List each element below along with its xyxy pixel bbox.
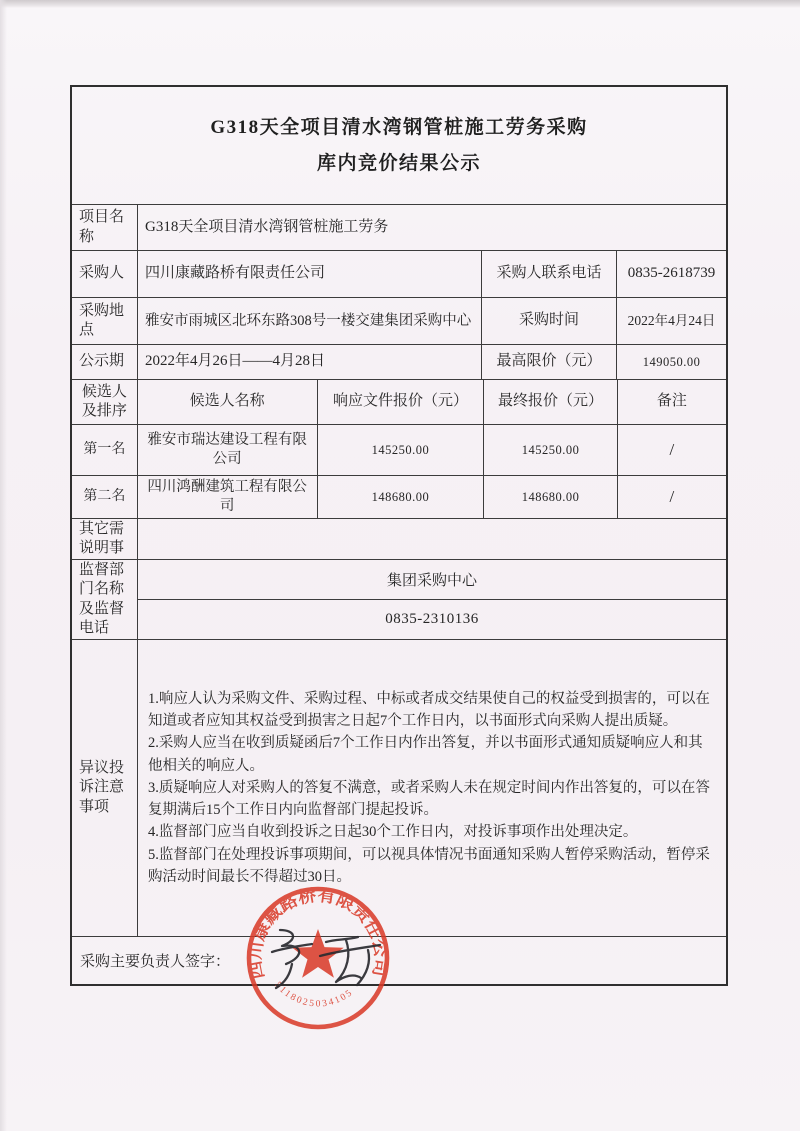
candidates-section-label: 候选人及排序: [81, 383, 127, 419]
objection-content: [137, 640, 726, 936]
candidate-2-rank: 第二名: [83, 488, 126, 504]
supervision-phone: 0835-2310136: [138, 599, 726, 639]
candidate-row-1: [72, 424, 726, 475]
purchaser-contact-label: 采购人联系电话: [481, 251, 616, 297]
signature-label: 采购主要负责人签字：: [80, 954, 231, 970]
project-name-value: G318天全项目清水湾钢管桩施工劳务: [137, 205, 726, 250]
supervision-label: 监督部门名称及监督电话: [79, 561, 125, 636]
row-publicity-period: [72, 344, 726, 379]
objection-item-2: 2.采购人应当在收到质疑函后7个工作日内作出答复，并以书面形式通知质疑响应人和其他相关的响应人。: [148, 735, 703, 774]
doc-price-header: 响应文件报价（元）: [317, 380, 484, 424]
objection-item-5: 5.监督部门在处理投诉事项期间，可以视具体情况书面通知采购人暂停采购活动，暂停采购活动时间最长不得超过30日。: [148, 846, 710, 886]
publicity-value: 2022年4月26日——4月28日: [137, 345, 481, 379]
seal-company-text: 四川康藏路桥有限责任公司: [245, 885, 391, 981]
purchaser-value: 四川康藏路桥有限责任公司: [137, 251, 481, 297]
page-title-line1: G318天全项目清水湾钢管桩施工劳务采购: [210, 117, 588, 139]
project-name-label: 项目名称: [79, 209, 125, 245]
row-project-name: [72, 204, 726, 250]
location-label: 采购地点: [79, 302, 125, 338]
candidate-2-doc-price: 148680.00: [317, 476, 484, 518]
location-value: 雅安市雨城区北环东路308号一楼交建集团采购中心: [137, 298, 481, 344]
row-objection: [72, 639, 726, 936]
remark-header: 备注: [617, 380, 726, 424]
candidate-2-final-price: 148680.00: [483, 476, 616, 518]
objection-item-3: 3.质疑响应人对采购人的答复不满意，或者采购人未在规定时间内作出答复的，可以在答复期满后15个工作日内向监督部门提起投诉。: [148, 779, 710, 819]
purchase-time-label: 采购时间: [481, 298, 616, 344]
page-title-line2: 库内竞价结果公示: [316, 152, 481, 174]
purchase-time-value: 2022年4月24日: [616, 298, 726, 344]
supervision-dept: 集团采购中心: [386, 573, 477, 589]
objection-item-1: 1.响应人认为采购文件、采购过程、中标或者成交结果使自己的权益受到损害的，可以在知道或者应知其权益受到损害之日起7个工作日内，以书面形式向采购人提出质疑。: [148, 690, 710, 729]
purchaser-contact-value: 0835-2618739: [616, 251, 726, 297]
purchaser-label: 采购人: [79, 265, 125, 282]
max-price-label: 最高限价（元）: [481, 345, 616, 379]
row-other-notes: [72, 518, 726, 559]
candidate-2-remark: /: [617, 476, 726, 518]
final-price-header: 最终报价（元）: [483, 380, 616, 424]
candidate-name-header: 候选人名称: [137, 380, 317, 424]
title-block: [72, 87, 726, 204]
result-announcement-table: [70, 85, 728, 986]
row-location: [72, 297, 726, 344]
objection-item-4: 4.监督部门应当自收到投诉之日起30个工作日内，对投诉事项作出处理决定。: [148, 824, 638, 841]
row-candidates-header: [72, 379, 726, 424]
row-supervision: [72, 559, 726, 639]
row-purchaser: [72, 250, 726, 297]
other-notes-value: [137, 519, 726, 559]
other-notes-label: 其它需说明事: [79, 520, 125, 556]
candidate-1-remark: /: [617, 425, 726, 475]
scan-edge-left: [0, 0, 7, 1131]
candidate-1-rank: 第一名: [83, 441, 126, 457]
max-price-value: 149050.00: [616, 345, 726, 379]
scan-edge-top: [0, 0, 800, 8]
objection-label: 异议投诉注意事项: [79, 759, 125, 815]
candidate-row-2: [72, 475, 726, 518]
supervision-values: [137, 560, 726, 639]
publicity-label: 公示期: [79, 353, 125, 370]
candidate-1-final-price: 145250.00: [483, 425, 616, 475]
candidate-1-doc-price: 145250.00: [317, 425, 484, 475]
seal-number-text: 5118025034105: [272, 980, 356, 1010]
candidate-2-name: 四川鸿酬建筑工程有限公司: [137, 476, 317, 518]
candidate-1-name: 雅安市瑞达建设工程有限公司: [137, 425, 317, 475]
row-signature: [72, 936, 726, 984]
